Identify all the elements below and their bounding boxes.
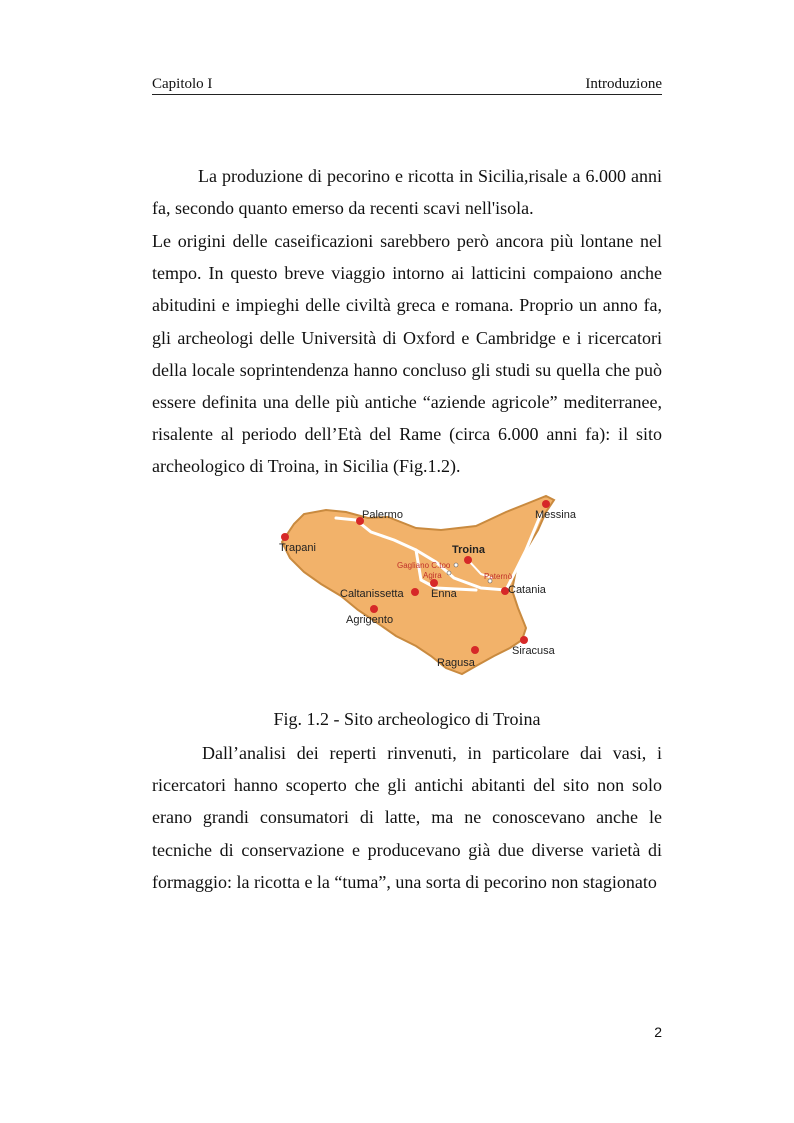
label-caltanissetta: Caltanissetta — [340, 588, 404, 600]
paragraph-intro: La produzione di pecorino e ricotta in Sicilia,risale a 6.000 anni fa, secondo quanto emerso da recenti scavi nell'isola. — [152, 166, 662, 219]
label-messina: Messina — [535, 509, 576, 521]
label-enna: Enna — [431, 588, 457, 600]
label-trapani: Trapani — [279, 542, 316, 554]
paragraph-analysis: Dall’analisi dei reperti rinvenuti, in particolare dai vasi, i ricercatori hanno scoperto che gli antichi abitanti del sito non solo erano grandi consumatori di latte, ma ne conoscevano anche le tecniche di conservazione e producevano già due diverse varietà di formaggio: la ricotta e la “tuma”, una sorta di pecorino non stagionato — [152, 743, 662, 892]
marker-gagliano — [454, 563, 458, 567]
marker-ragusa — [471, 646, 479, 654]
label-troina: Troina — [452, 544, 486, 556]
marker-siracusa — [520, 636, 528, 644]
marker-agira — [447, 571, 451, 575]
page-number: 2 — [654, 1024, 662, 1040]
marker-enna — [430, 579, 438, 587]
label-gagliano: Gagliano C.too — [397, 561, 451, 570]
label-palermo: Palermo — [362, 509, 403, 521]
chapter-label: Capitolo I — [152, 76, 213, 92]
label-catania: Catania — [508, 584, 546, 596]
label-ragusa: Ragusa — [437, 657, 475, 669]
marker-troina — [464, 556, 472, 564]
section-title: Introduzione — [585, 76, 662, 92]
paragraph-origins: Le origini delle caseificazioni sarebbero però ancora più lontane nel tempo. In questo breve viaggio intorno ai latticini compaiono anche abitudini e impieghi delle civiltà greca e romana. Proprio un anno fa, gli archeologi delle Università di Oxford e Cambridge e i ricercatori della locale soprintendenza hanno concluso gli studi su quella che può essere definita una delle più antiche “aziende agricole” mediterranee, risalente al periodo dell’Età del Rame (circa 6.000 anni fa): il sito archeologico di Troina, in Sicilia (Fig.1.2). — [152, 231, 662, 477]
marker-trapani — [281, 533, 289, 541]
label-agira: Agira — [423, 571, 442, 580]
sicily-map — [276, 490, 588, 682]
label-paterno: Paternò — [484, 572, 513, 581]
figure-caption: Fig. 1.2 - Sito archeologico di Troina — [273, 709, 541, 729]
marker-messina — [542, 500, 550, 508]
label-siracusa: Siracusa — [512, 645, 555, 657]
label-agrigento: Agrigento — [346, 614, 394, 626]
page-header — [152, 76, 662, 95]
marker-agrigento — [370, 605, 378, 613]
marker-caltanissetta — [411, 588, 419, 596]
